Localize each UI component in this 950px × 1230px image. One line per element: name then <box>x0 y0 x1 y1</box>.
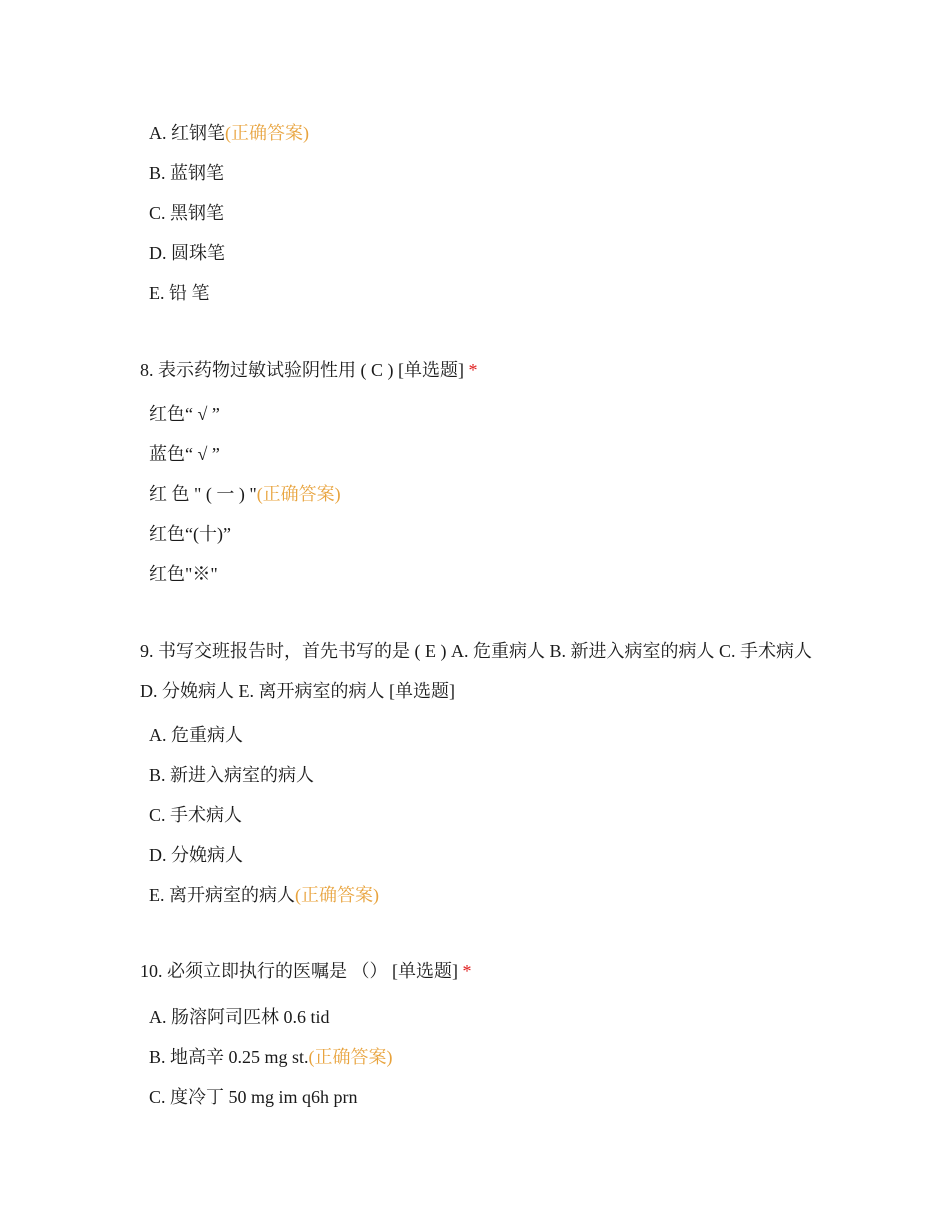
q7-option-e[interactable] <box>140 273 820 313</box>
q9-option-b[interactable] <box>140 755 820 795</box>
q8-option-1[interactable] <box>140 394 820 434</box>
option-text: E. 铅 笔 <box>149 283 210 303</box>
q9-option-c[interactable] <box>140 795 820 835</box>
option-text: B. 地高辛 0.25 mg st. <box>149 1047 309 1067</box>
q8-option-4[interactable] <box>140 514 820 554</box>
q7-option-c[interactable] <box>140 193 820 233</box>
question-title <box>140 631 820 711</box>
option-text: A. 肠溶阿司匹林 0.6 tid <box>149 1007 330 1027</box>
option-text: 红 色 " ( 一 ) " <box>149 484 257 504</box>
option-text: 红色"※" <box>149 564 218 584</box>
required-mark: * <box>468 360 478 380</box>
q10-option-a[interactable] <box>140 997 820 1037</box>
question-7 <box>140 113 820 313</box>
required-mark: * <box>462 961 472 981</box>
option-text: E. 离开病室的病人 <box>149 885 295 905</box>
option-text: A. 危重病人 <box>149 725 243 745</box>
question-title-text: 8. 表示药物过敏试验阴性用 ( C ) [单选题] <box>140 360 469 380</box>
option-text: C. 黑钢笔 <box>149 203 225 223</box>
option-text: B. 新进入病室的病人 <box>149 765 315 785</box>
option-text: C. 度冷丁 50 mg im q6h prn <box>149 1087 358 1107</box>
question-title <box>140 350 820 390</box>
q9-option-e[interactable] <box>140 875 820 915</box>
q10-option-b[interactable] <box>140 1037 820 1077</box>
q7-option-a[interactable] <box>140 113 820 153</box>
correct-answer-tag: (正确答案) <box>225 123 309 143</box>
option-text: A. 红钢笔 <box>149 123 225 143</box>
question-8 <box>140 350 820 594</box>
option-text: D. 分娩病人 <box>149 845 243 865</box>
option-text: 红色“ √ ” <box>149 404 220 424</box>
q9-option-a[interactable] <box>140 715 820 755</box>
option-text: D. 圆珠笔 <box>149 243 225 263</box>
question-10 <box>140 951 820 1117</box>
question-title <box>140 951 820 991</box>
correct-answer-tag: (正确答案) <box>295 885 379 905</box>
q9-option-d[interactable] <box>140 835 820 875</box>
option-text: 红色“(十)” <box>149 524 231 544</box>
q8-option-5[interactable] <box>140 554 820 594</box>
q7-option-b[interactable] <box>140 153 820 193</box>
q10-option-c[interactable] <box>140 1077 820 1117</box>
question-title-text: 10. 必须立即执行的医嘱是 （） [单选题] <box>140 961 463 981</box>
correct-answer-tag: (正确答案) <box>308 1047 393 1067</box>
option-text: 蓝色“ √ ” <box>149 444 220 464</box>
option-text: C. 手术病人 <box>149 805 243 825</box>
question-title-text: 9. 书写交班报告时，首先书写的是 ( E ) A. 危重病人 B. 新进入病室的病人 C. 手术病人 D. 分娩病人 E. 离开病室的病人 [单选题] <box>140 641 812 701</box>
correct-answer-tag: (正确答案) <box>256 484 341 504</box>
q8-option-2[interactable] <box>140 434 820 474</box>
q7-option-d[interactable] <box>140 233 820 273</box>
option-text: B. 蓝钢笔 <box>149 163 225 183</box>
q8-option-3[interactable] <box>140 474 820 514</box>
question-9 <box>140 631 820 915</box>
